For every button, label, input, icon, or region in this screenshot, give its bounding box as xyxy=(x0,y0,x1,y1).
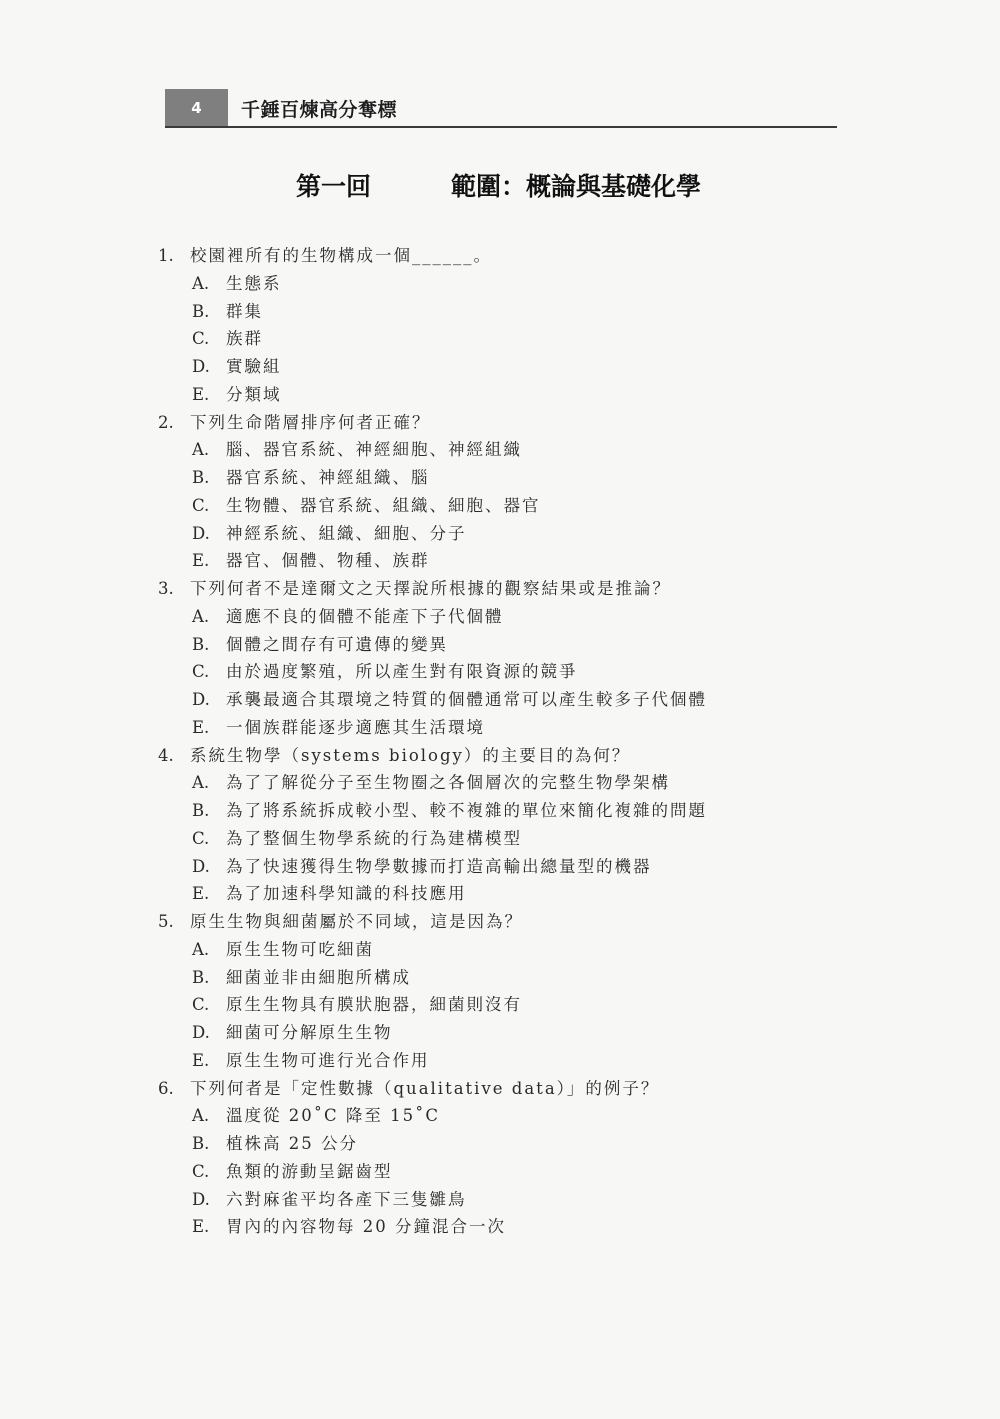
option-item xyxy=(0,298,1000,326)
option-letter: D. xyxy=(192,856,210,876)
option-letter: C. xyxy=(192,662,210,682)
question-item xyxy=(0,242,1000,270)
question-text: 下列何者是「定性數據（qualitative data）」的例子？ xyxy=(190,1078,660,1098)
option-text: 植株高 25 公分 xyxy=(226,1134,358,1153)
option-letter: B. xyxy=(192,634,210,654)
question-item xyxy=(0,742,1000,770)
option-item xyxy=(0,936,1000,964)
option-letter: B. xyxy=(192,801,210,820)
option-letter: E. xyxy=(192,384,210,404)
option-letter: D. xyxy=(192,357,210,376)
option-text: 分類域 xyxy=(226,384,282,404)
question-text: 下列何者不是達爾文之天擇說所根據的觀察結果或是推論？ xyxy=(190,579,671,598)
option-text: 為了了解從分子至生物圈之各個層次的完整生物學架構 xyxy=(226,773,670,793)
question-item xyxy=(0,1075,1000,1103)
option-text: 原生生物可吃細菌 xyxy=(226,939,374,959)
option-item xyxy=(0,547,1000,575)
option-letter: B. xyxy=(192,1134,210,1153)
option-item xyxy=(0,464,1000,492)
question-item xyxy=(0,409,1000,437)
question-text: 下列生命階層排序何者正確？ xyxy=(190,412,431,432)
option-item xyxy=(0,1019,1000,1047)
running-header xyxy=(165,89,837,127)
option-item xyxy=(0,825,1000,853)
question-list xyxy=(0,242,1000,1241)
question-number: 6. xyxy=(158,1078,174,1098)
option-letter: E. xyxy=(192,1050,210,1070)
question-number: 2. xyxy=(158,412,174,432)
option-text: 承襲最適合其環境之特質的個體通常可以產生較多子代個體 xyxy=(226,690,707,709)
option-item xyxy=(0,353,1000,381)
option-text: 生態系 xyxy=(226,273,282,293)
option-text: 胃內的內容物每 20 分鐘混合一次 xyxy=(226,1217,506,1237)
option-letter: D. xyxy=(192,1023,210,1042)
option-item xyxy=(0,1102,1000,1130)
option-text: 原生生物可進行光合作用 xyxy=(226,1050,430,1070)
question-number: 3. xyxy=(158,579,174,598)
question-text: 校園裡所有的生物構成一個______。 xyxy=(190,246,492,265)
header-rule xyxy=(165,126,837,128)
option-text: 為了加速科學知識的科技應用 xyxy=(226,884,467,904)
option-letter: A. xyxy=(192,1106,210,1126)
chapter-heading xyxy=(0,167,1000,201)
option-letter: B. xyxy=(192,967,210,987)
option-item xyxy=(0,880,1000,908)
option-text: 生物體、器官系統、組織、細胞、器官 xyxy=(226,495,541,515)
option-item xyxy=(0,964,1000,992)
option-text: 原生生物具有膜狀胞器，細菌則沒有 xyxy=(226,995,522,1015)
option-text: 細菌並非由細胞所構成 xyxy=(226,967,411,987)
option-item xyxy=(0,1213,1000,1241)
option-item xyxy=(0,603,1000,631)
book-title: 千錘百煉高分奪標 xyxy=(241,99,398,121)
option-item xyxy=(0,270,1000,298)
option-text: 溫度從 20˚C 降至 15˚C xyxy=(226,1106,440,1126)
option-item xyxy=(0,658,1000,686)
chapter-range: 範圍：概論與基礎化學 xyxy=(451,172,702,201)
option-letter: D. xyxy=(192,690,210,709)
option-letter: E. xyxy=(192,551,210,571)
question-text: 系統生物學（systems biology）的主要目的為何？ xyxy=(190,745,631,765)
option-letter: A. xyxy=(192,440,210,460)
option-letter: C. xyxy=(192,329,210,349)
option-text: 為了將系統拆成較小型、較不複雜的單位來簡化複雜的問題 xyxy=(226,801,707,820)
option-letter: A. xyxy=(192,939,210,959)
option-text: 神經系統、組織、細胞、分子 xyxy=(226,523,467,543)
option-text: 由於過度繁殖，所以產生對有限資源的競爭 xyxy=(226,662,578,682)
option-item xyxy=(0,769,1000,797)
option-letter: B. xyxy=(192,468,210,487)
option-letter: A. xyxy=(192,273,210,293)
option-text: 六對麻雀平均各產下三隻雛鳥 xyxy=(226,1189,467,1209)
option-item xyxy=(0,1158,1000,1186)
option-text: 實驗組 xyxy=(226,357,282,376)
option-letter: B. xyxy=(192,301,210,321)
option-text: 適應不良的個體不能產下子代個體 xyxy=(226,606,504,626)
option-item xyxy=(0,325,1000,353)
option-text: 群集 xyxy=(226,301,263,321)
option-letter: C. xyxy=(192,495,210,515)
option-item xyxy=(0,492,1000,520)
page-number: 4 xyxy=(165,89,228,127)
option-letter: A. xyxy=(192,773,210,793)
chapter-number: 第一回 xyxy=(296,172,372,201)
question-number: 5. xyxy=(158,912,174,931)
option-text: 一個族群能逐步適應其生活環境 xyxy=(226,717,485,737)
option-item xyxy=(0,631,1000,659)
option-text: 細菌可分解原生生物 xyxy=(226,1023,393,1042)
option-text: 為了整個生物學系統的行為建構模型 xyxy=(226,828,522,848)
option-item xyxy=(0,436,1000,464)
option-letter: D. xyxy=(192,1189,210,1209)
option-text: 器官、個體、物種、族群 xyxy=(226,551,430,571)
option-text: 腦、器官系統、神經細胞、神經組織 xyxy=(226,440,522,460)
question-text: 原生生物與細菌屬於不同域，這是因為？ xyxy=(190,912,523,931)
question-number: 4. xyxy=(158,745,174,765)
option-item xyxy=(0,381,1000,409)
option-letter: D. xyxy=(192,523,210,543)
option-item xyxy=(0,1186,1000,1214)
option-letter: C. xyxy=(192,828,210,848)
option-item xyxy=(0,520,1000,548)
option-item xyxy=(0,686,1000,714)
option-letter: C. xyxy=(192,995,210,1015)
option-item xyxy=(0,991,1000,1019)
option-item xyxy=(0,797,1000,825)
option-item xyxy=(0,714,1000,742)
option-letter: A. xyxy=(192,606,210,626)
option-text: 器官系統、神經組織、腦 xyxy=(226,468,430,487)
question-item xyxy=(0,908,1000,936)
option-item xyxy=(0,853,1000,881)
option-letter: E. xyxy=(192,717,210,737)
option-letter: E. xyxy=(192,1217,210,1237)
question-number: 1. xyxy=(158,246,174,265)
question-item xyxy=(0,575,1000,603)
option-text: 族群 xyxy=(226,329,263,349)
option-text: 為了快速獲得生物學數據而打造高輸出總量型的機器 xyxy=(226,856,652,876)
option-item xyxy=(0,1130,1000,1158)
option-text: 魚類的游動呈鋸齒型 xyxy=(226,1161,393,1181)
option-text: 個體之間存有可遺傳的變異 xyxy=(226,634,448,654)
option-letter: C. xyxy=(192,1161,210,1181)
option-item xyxy=(0,1047,1000,1075)
option-letter: E. xyxy=(192,884,210,904)
